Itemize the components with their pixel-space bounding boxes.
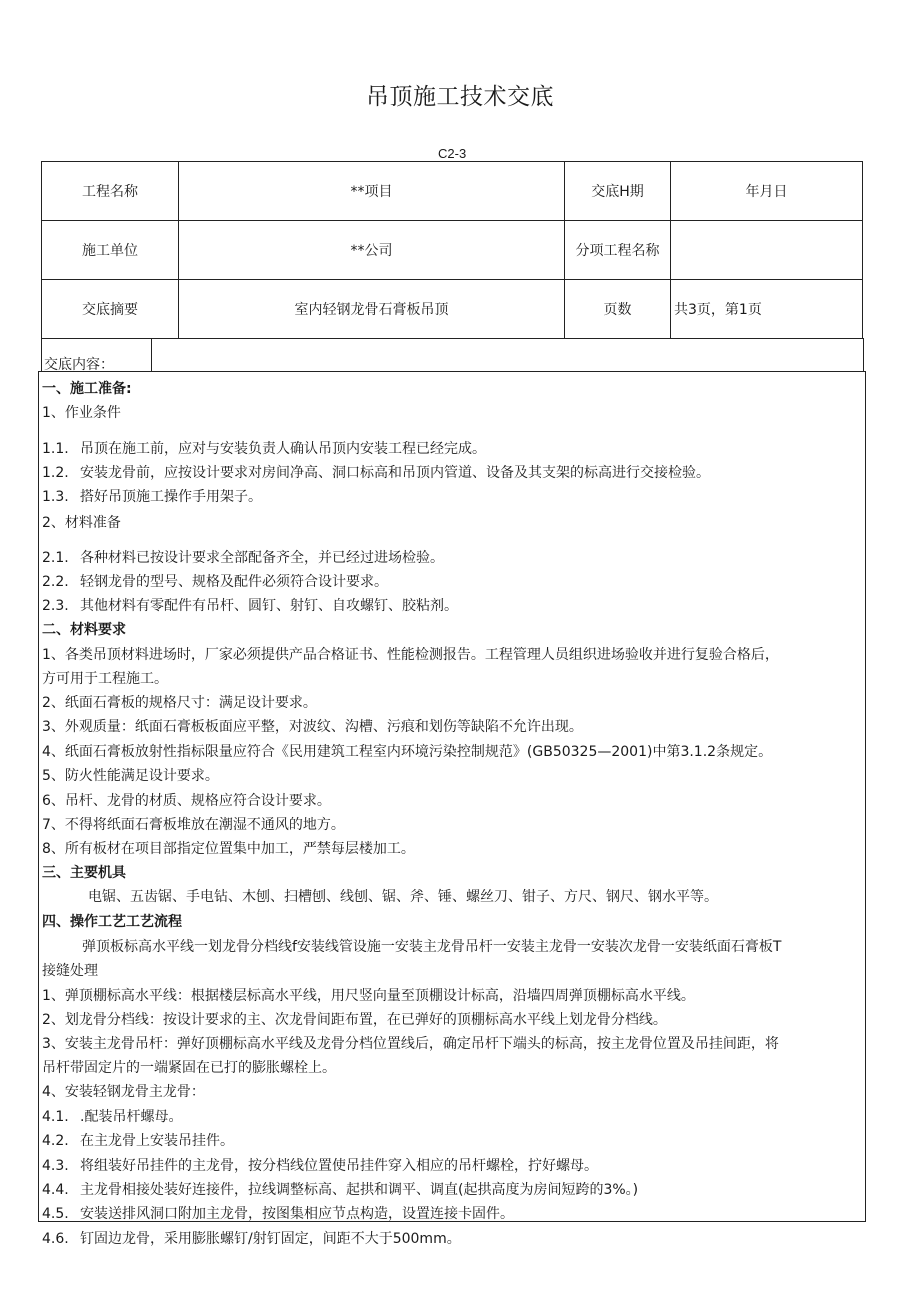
paragraph: 3、安装主龙骨吊杆：弹好顶棚标高水平线及龙骨分档位置线后，确定吊杆下端头的标高，按主龙骨位置及吊挂间距，将 (42, 1036, 779, 1052)
item-number: 1.1. (42, 441, 69, 457)
summary-label: 交底摘要 (42, 280, 179, 339)
paragraph: 3、外观质量：纸面石膏板板面应平整，对波纹、沟槽、污痕和划伤等缺陷不允许出现。 (42, 719, 583, 735)
list-item (42, 1108, 182, 1126)
list-item (42, 464, 710, 482)
item-number: 2.2. (42, 574, 69, 590)
item-text: 安装送排风洞口附加主龙骨，按图集相应节点构造，设置连接卡固件。 (80, 1206, 514, 1222)
paragraph: 8、所有板材在项目部指定位置集中加工，严禁每层楼加工。 (42, 841, 415, 857)
subsection-heading: 4、安装轻钢龙骨主龙骨： (42, 1084, 205, 1100)
form-code: C2-3 (438, 146, 467, 161)
date-label: 交底H期 (565, 162, 671, 221)
item-number: 2.1. (42, 550, 69, 566)
list-item (42, 1181, 638, 1199)
date-value: 年月日 (671, 162, 863, 221)
table-row (42, 221, 863, 280)
list-item (42, 549, 444, 567)
section-heading: 二、材料要求 (42, 622, 126, 638)
item-text: 各种材料已按设计要求全部配备齐全，并已经过进场检验。 (80, 550, 444, 566)
table-row (42, 162, 863, 221)
paragraph: 1、弹顶棚标高水平线：根据楼层标高水平线，用尺竖向量至顶棚设计标高，沿墙四周弹顶棚标高水平线。 (42, 988, 695, 1004)
paragraph: 2、划龙骨分档线：按设计要求的主、次龙骨间距布置，在已弹好的顶棚标高水平线上划龙骨分档线。 (42, 1012, 667, 1028)
list-item (42, 488, 262, 506)
paragraph: 方可用于工程施工。 (42, 671, 168, 687)
item-text: 吊顶在施工前，应对与安装负责人确认吊顶内安装工程已经完成。 (80, 441, 486, 457)
item-text: 其他材料有零配件有吊杆、圆钉、射钉、自攻螺钉、胶粘剂。 (80, 598, 458, 614)
item-text: 将组装好吊挂件的主龙骨，按分档线位置使吊挂件穿入相应的吊杆螺栓，拧好螺母。 (80, 1158, 598, 1174)
section-heading: 一、施工准备: (42, 381, 132, 397)
sub-project-label: 分项工程名称 (565, 221, 671, 280)
pages-label: 页数 (565, 280, 671, 339)
paragraph: 吊杆带固定片的一端紧固在已打的膨胀螺栓上。 (42, 1060, 336, 1076)
section-heading: 四、操作工艺工艺流程 (42, 914, 182, 930)
item-number: 4.1. (42, 1109, 69, 1125)
page-title: 吊顶施工技术交底 (366, 84, 554, 110)
sub-project-value (671, 221, 863, 280)
paragraph: 6、吊杆、龙骨的材质、规格应符合设计要求。 (42, 793, 331, 809)
paragraph: 弹顶板标高水平线一划龙骨分档线f安装线管设施一安装主龙骨吊杆一安装主龙骨一安装次龙骨一安装纸面石膏板T (82, 939, 782, 955)
item-text: .配装吊杆螺母。 (80, 1109, 183, 1125)
list-item (42, 440, 486, 458)
paragraph: 7、不得将纸面石膏板堆放在潮湿不通风的地方。 (42, 817, 345, 833)
item-text: 主龙骨相接处装好连接件，拉线调整标高、起拱和调平、调直(起拱高度为房间短跨的3%。) (80, 1182, 639, 1198)
pages-value: 共3页，第1页 (671, 280, 863, 339)
item-number: 4.5. (42, 1206, 69, 1222)
item-number: 1.3. (42, 489, 69, 505)
table-row (42, 280, 863, 339)
project-name-value: **项目 (179, 162, 565, 221)
item-number: 4.2. (42, 1133, 69, 1149)
project-name-label: 工程名称 (42, 162, 179, 221)
subsection-heading: 1、作业条件 (42, 405, 121, 421)
list-item (42, 1230, 461, 1248)
content-label: 交底内容： (44, 357, 114, 373)
item-text: 在主龙骨上安装吊挂件。 (80, 1133, 234, 1149)
list-item (42, 597, 458, 615)
subsection-heading: 2、材料准备 (42, 515, 121, 531)
list-item (42, 573, 388, 591)
paragraph: 1、各类吊顶材料进场时，厂家必须提供产品合格证书、性能检测报告。工程管理人员组织进场验收并进行复验合格后， (42, 647, 779, 663)
list-item (42, 1157, 598, 1175)
list-item (42, 1132, 234, 1150)
paragraph: 接缝处理 (42, 963, 98, 979)
content-divider (151, 338, 152, 371)
list-item (42, 1205, 514, 1223)
section-heading: 三、主要机具 (42, 865, 126, 881)
unit-value: **公司 (179, 221, 565, 280)
paragraph: 2、纸面石膏板的规格尺寸：满足设计要求。 (42, 695, 317, 711)
item-text: 搭好吊顶施工操作手用架子。 (80, 489, 262, 505)
summary-value: 室内轻钢龙骨石膏板吊顶 (179, 280, 565, 339)
paragraph: 电锯、五齿锯、手电钻、木刨、扫槽刨、线刨、锯、斧、锤、螺丝刀、钳子、方尺、钢尺、钢水平等。 (88, 889, 718, 905)
item-text: 轻钢龙骨的型号、规格及配件必须符合设计要求。 (80, 574, 388, 590)
content-label-row (41, 338, 864, 371)
info-table (41, 161, 863, 339)
paragraph: 4、纸面石膏板放射性指标限量应符合《民用建筑工程室内环境污染控制规范》(GB50325—2001)中第3.1.2条规定。 (42, 744, 773, 760)
item-text: 安装龙骨前，应按设计要求对房间净高、洞口标高和吊顶内管道、设备及其支架的标高进行交接检验。 (80, 465, 710, 481)
item-number: 4.6. (42, 1231, 69, 1247)
item-number: 4.3. (42, 1158, 69, 1174)
unit-label: 施工单位 (42, 221, 179, 280)
item-number: 4.4. (42, 1182, 69, 1198)
paragraph: 5、防火性能满足设计要求。 (42, 768, 219, 784)
item-text: 钉固边龙骨，采用膨胀螺钉/射钉固定，间距不大于500mm。 (80, 1231, 461, 1247)
item-number: 1.2. (42, 465, 69, 481)
item-number: 2.3. (42, 598, 69, 614)
